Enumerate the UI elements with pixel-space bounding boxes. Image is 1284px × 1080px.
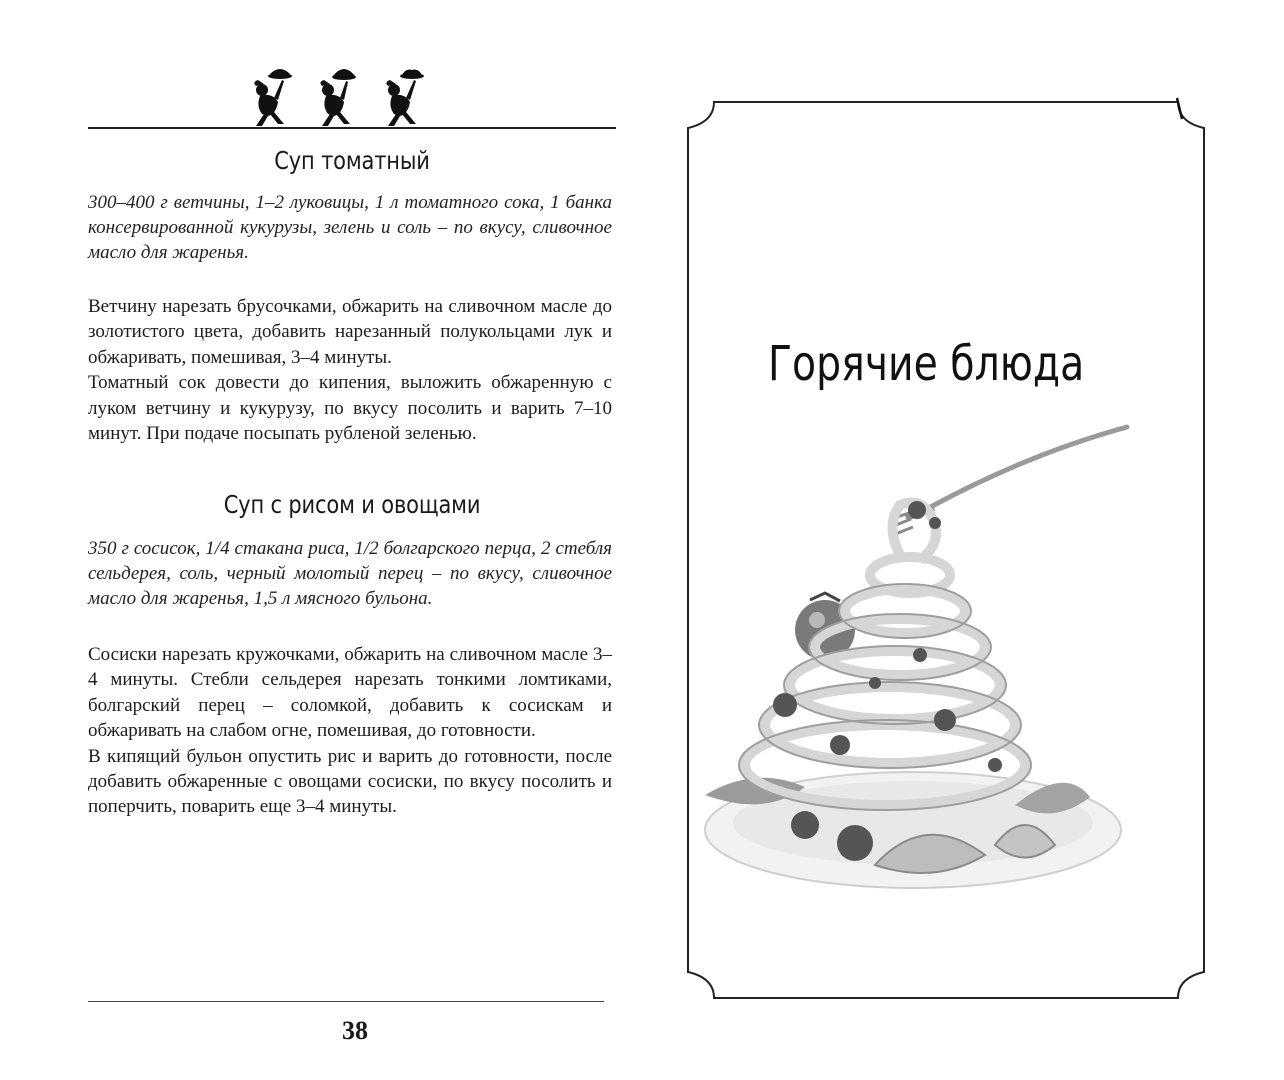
spaghetti-dish-illustration — [695, 415, 1130, 895]
section-title: Горячие блюда — [768, 336, 1085, 392]
recipe-1-title: Суп томатный — [274, 146, 430, 175]
recipe-2-title: Суп с рисом и овощами — [223, 490, 481, 519]
footer-rule — [88, 1001, 604, 1002]
recipe-1-step-1: Ветчину нарезать брусочками, обжарить на сливочном масле до золотистого цвета, добавить нарезанный полукольцами лук и обжаривать, помешивая, 3–4 минуты. — [88, 296, 612, 368]
chef-waiters-icon — [248, 68, 438, 130]
page-number: 38 — [342, 1016, 368, 1045]
corner-mark — [1176, 97, 1184, 121]
recipe-2-ingredients: 350 г сосисок, 1/4 стакана риса, 1/2 болгарского перца, 2 стебля сельдерея, соль, черный молотый перец – по вкусу, сливочное масло для жаренья, 1,5 л мясного бульона. — [88, 538, 612, 609]
recipe-1-step-2: Томатный сок довести до кипения, выложить обжаренную с луком ветчину и кукурузу, по вкусу посолить и варить 7–10 минут. При подаче посыпать рубленой зеленью. — [88, 372, 612, 445]
recipe-2-step-1: Сосиски нарезать кружочками, обжарить на сливочном масле 3–4 минуты. Стебли сельдерея нарезать тонкими ломтиками, болгарский перец – соломкой, добавить к сосискам и обжаривать на слабом огне, помешивая, до готовности. — [88, 644, 612, 742]
recipe-2-steps — [88, 642, 612, 820]
header-rule — [88, 127, 616, 129]
recipe-2-step-2: В кипящий бульон опустить рис и варить до готовности, после добавить обжаренные с овощами сосиски, по вкусу посолить и поперчить, поварить еще 3–4 минуты. — [88, 745, 612, 818]
recipe-1-ingredients: 300–400 г ветчины, 1–2 луковицы, 1 л томатного сока, 1 банка консервированной кукурузы, зелень и соль – по вкусу, сливочное масло для жаренья. — [88, 192, 612, 263]
recipe-1-steps — [88, 294, 612, 446]
left-page — [0, 0, 640, 1080]
